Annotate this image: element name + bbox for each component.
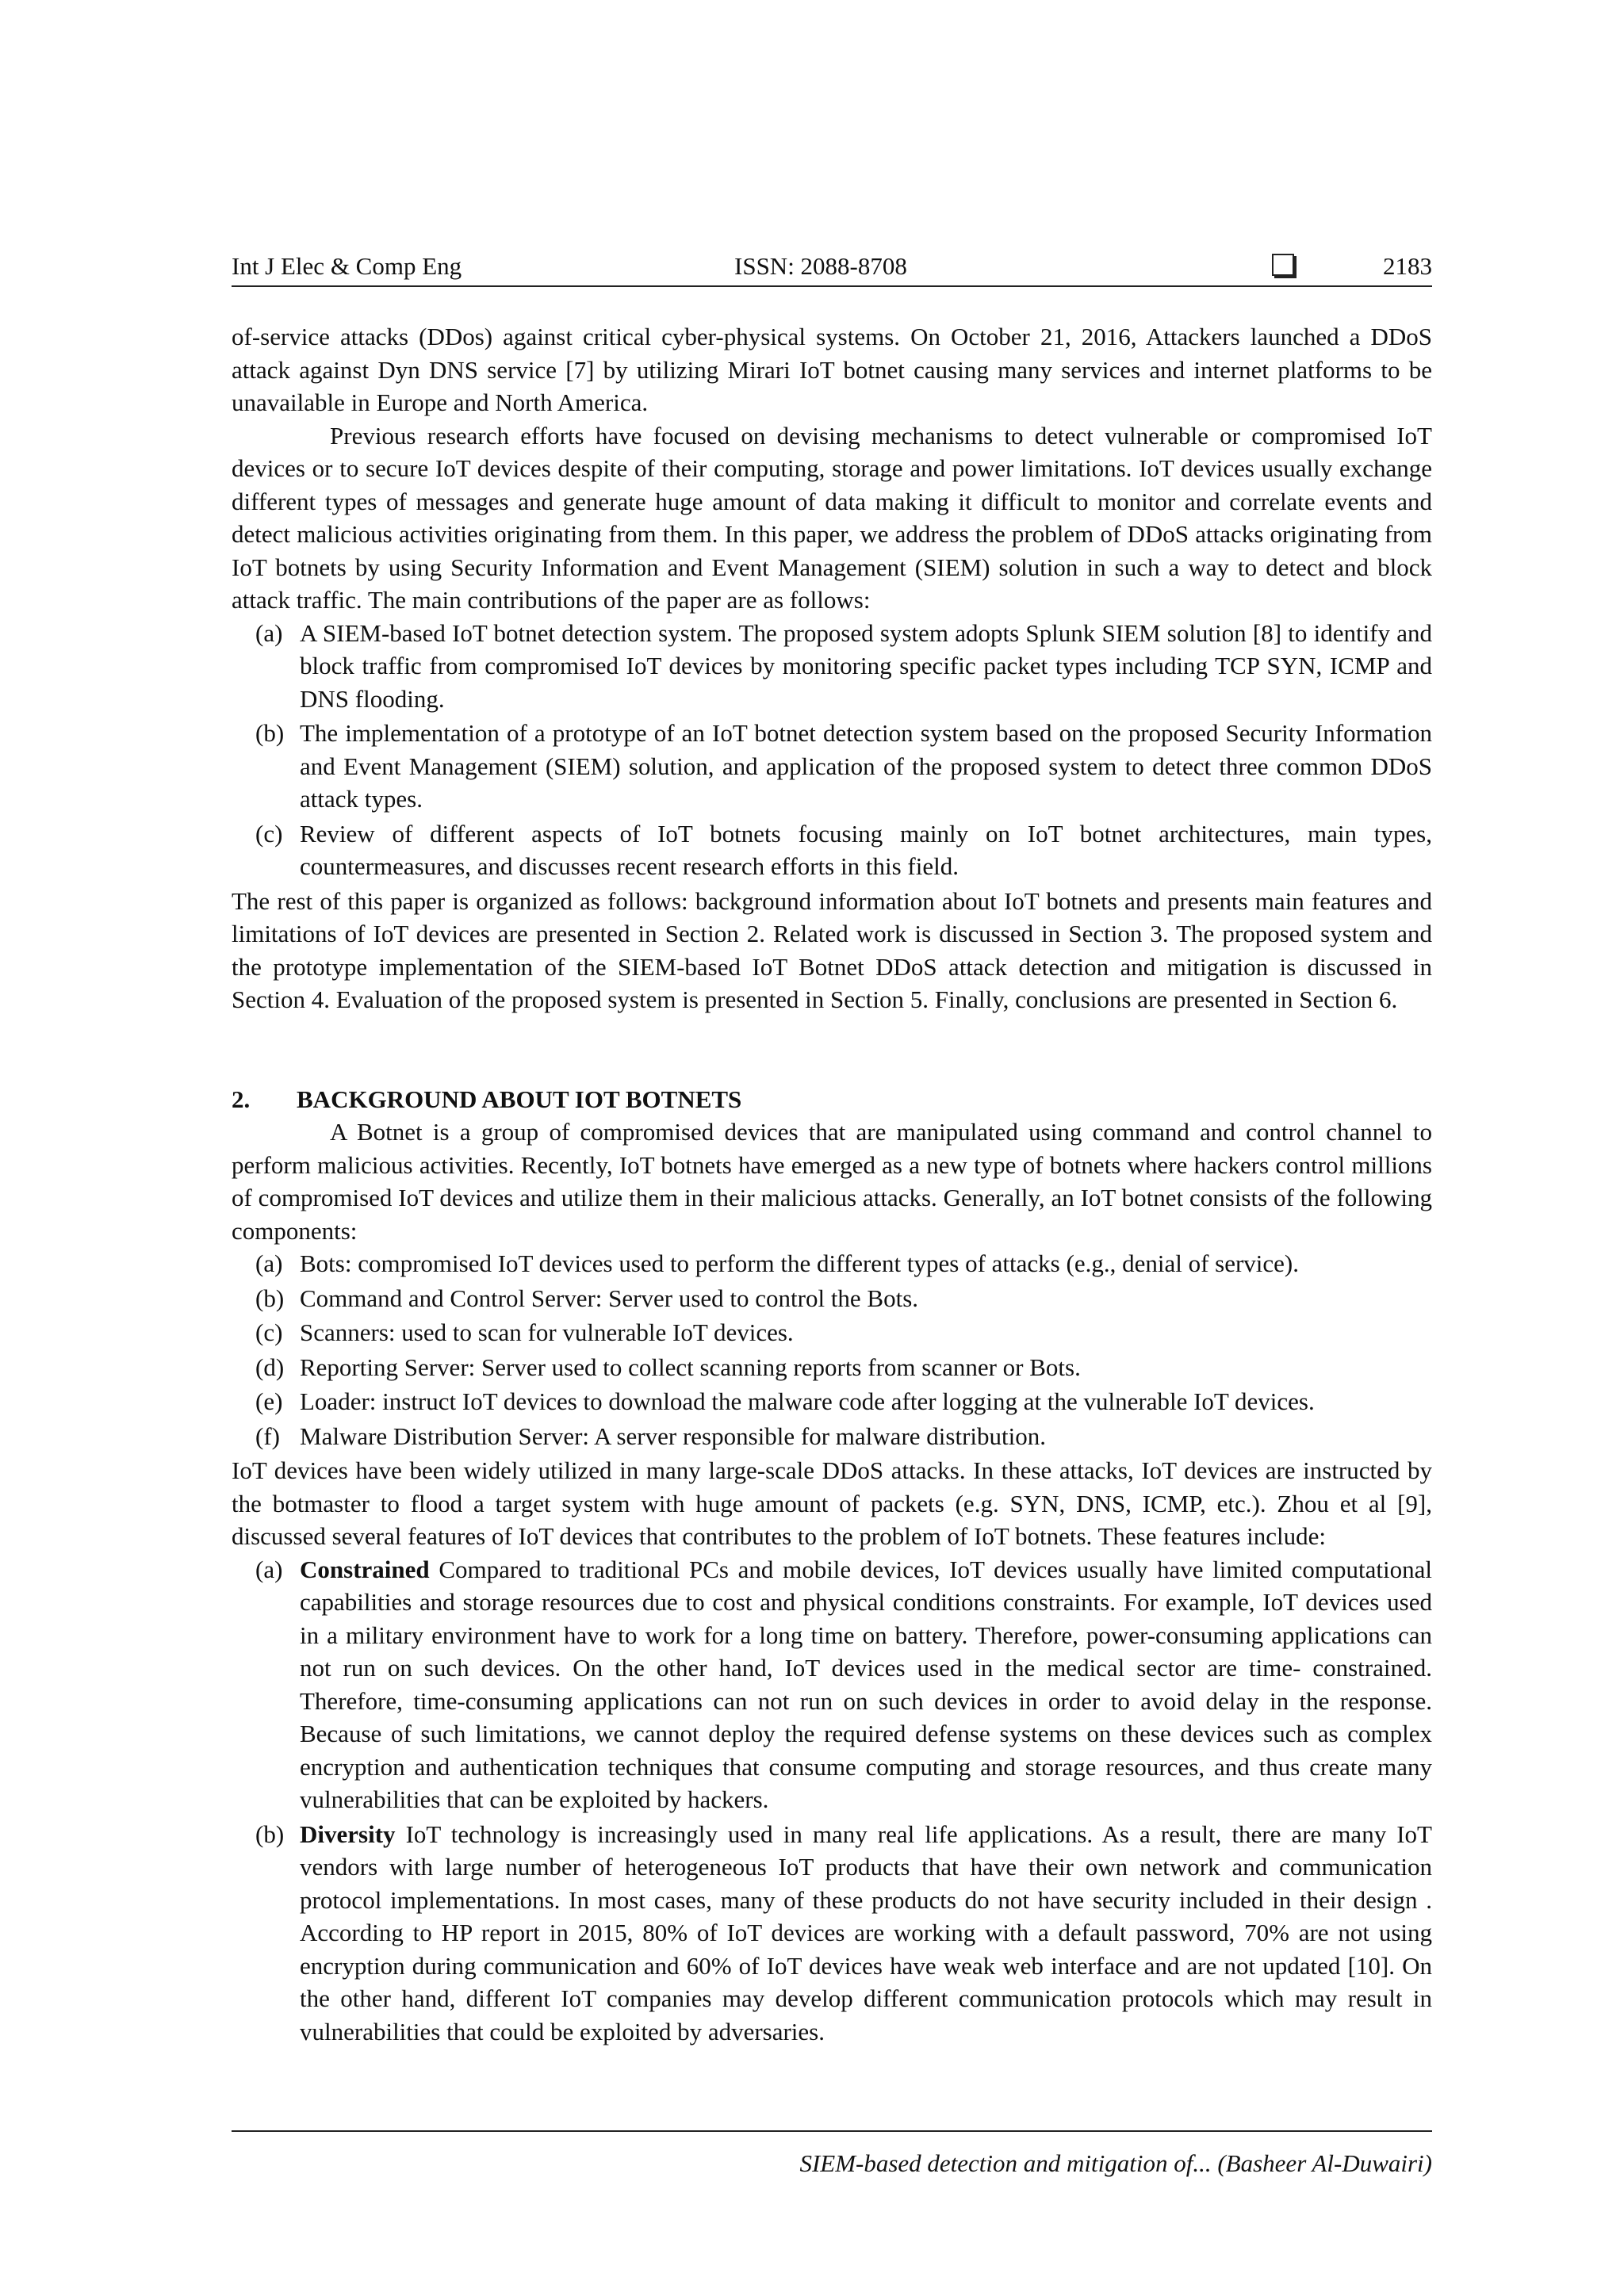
list-marker: (c) [255, 1318, 283, 1346]
list-item [232, 1316, 1432, 1349]
list-item [232, 617, 1432, 716]
list-item [232, 1553, 1432, 1816]
list-marker: (d) [255, 1353, 285, 1381]
features-list [232, 1553, 1432, 2049]
list-item-text: Bots: compromised IoT devices used to perform the different types of attacks (e.g., denial of service). [300, 1249, 1299, 1277]
section-heading [232, 1083, 1432, 1116]
page-footer [232, 2130, 1432, 2177]
paragraph: A Botnet is a group of compromised devices that are manipulated using command and control channel to perform malicious activities. Recently, IoT botnets have emerged as a new type of botnets where hackers control millions of compromised IoT devices and utilize them in their malicious attacks. Generally, an IoT botnet consists of the following components: [232, 1118, 1432, 1245]
running-title: SIEM-based detection and mitigation of... (Basheer Al-Duwairi) [799, 2149, 1432, 2177]
list-item [232, 817, 1432, 883]
list-item [232, 1385, 1432, 1418]
paper-page [232, 0, 1432, 2296]
paragraph: of-service attacks (DDos) against critical cyber-physical systems. On October 21, 2016, Attackers launched a DDoS attack against Dyn DNS service [7] by utilizing Mirari IoT botnet causing many services and internet platforms to be unavailable in Europe and North America. [232, 323, 1432, 416]
list-item-text: IoT technology is increasingly used in many real life applications. As a result, there are many IoT vendors with large number of heterogeneous IoT products that have their own network and communication protocol implementations. In most cases, many of these products do not have security included in their design . According to HP report in 2015, 80% of IoT devices are working with a default password, 70% are not using encryption during communication and 60% of IoT devices have weak web interface and are not updated [10]. On the other hand, different IoT companies may develop different communication protocols which may result in vulnerabilities that could be exploited by adversaries. [300, 1820, 1432, 2045]
page-number: 2183 [1383, 252, 1432, 280]
components-list [232, 1247, 1432, 1452]
square-icon [1272, 254, 1294, 276]
contributions-list [232, 617, 1432, 883]
journal-name: Int J Elec & Comp Eng [232, 252, 462, 280]
list-item [232, 717, 1432, 816]
paragraph: The rest of this paper is organized as follows: background information about IoT botnets and presents main features and limitations of IoT devices are presented in Section 2. Related work is discussed in Section 3. The proposed system and the prototype implementation of the SIEM-based IoT Botnet DDoS attack detection and mitigation is discussed in Section 4. Evaluation of the proposed system is presented in Section 5. Finally, conclusions are presented in Section 6. [232, 886, 1432, 1013]
list-item-text: Compared to traditional PCs and mobile devices, IoT devices usually have limited computational capabilities and storage resources due to cost and physical conditions constraints. For example, IoT devices used in a military environment have to work for a long time on battery. Therefore, power-consuming applications can not run on such devices. On the other hand, IoT devices used in the medical sector are time- constrained. Therefore, time-consuming applications can not run on such devices in order to avoid delay in the response. Because of such limitations, we cannot deploy the required defense systems on these devices such as complex encryption and authentication techniques that consume computing and storage resources, and thus create many vulnerabilities that can be exploited by hackers. [300, 1555, 1432, 1813]
list-item-text: A SIEM-based IoT botnet detection system. The proposed system adopts Splunk SIEM solution [8] to identify and block traffic from compromised IoT devices by monitoring specific packet types including TCP SYN, ICMP and DNS flooding. [300, 618, 1432, 713]
list-item [232, 1247, 1432, 1280]
list-item-text: Command and Control Server: Server used to control the Bots. [300, 1284, 919, 1312]
list-marker: (b) [255, 1820, 285, 1848]
list-marker: (b) [255, 719, 285, 747]
page-header [232, 251, 1432, 287]
list-marker: (e) [255, 1387, 283, 1415]
section-number: 2. [232, 1085, 251, 1113]
list-marker: (f) [255, 1422, 280, 1450]
list-marker: (c) [255, 819, 283, 848]
list-item-text: Scanners: used to scan for vulnerable IoT devices. [300, 1318, 794, 1346]
list-item-text: Loader: instruct IoT devices to download the malware code after logging at the vulnerable IoT devices. [300, 1387, 1315, 1415]
paragraph: Previous research efforts have focused on devising mechanisms to detect vulnerable or compromised IoT devices or to secure IoT devices despite of their computing, storage and power limitations. IoT devices usually exchange different types of messages and generate huge amount of data making it difficult to monitor and correlate events and detect malicious activities originating from them. In this paper, we address the problem of DDoS attacks originating from IoT botnets by using Security Information and Event Management (SIEM) solution in such a way to detect and block attack traffic. The main contributions of the paper are as follows: [232, 421, 1432, 614]
list-item-text: The implementation of a prototype of an IoT botnet detection system based on the proposed Security Information and Event Management (SIEM) solution, and application of the proposed system to detect three common DDoS attack types. [300, 719, 1432, 813]
list-item-text: Reporting Server: Server used to collect scanning reports from scanner or Bots. [300, 1353, 1081, 1381]
issn: ISSN: 2088-8708 [734, 252, 907, 280]
list-marker: (a) [255, 1555, 283, 1583]
list-item [232, 1351, 1432, 1384]
list-item [232, 1818, 1432, 2049]
list-marker: (b) [255, 1284, 285, 1312]
list-item-text: Malware Distribution Server: A server responsible for malware distribution. [300, 1422, 1046, 1450]
feature-term: Diversity [300, 1820, 396, 1848]
list-item [232, 1282, 1432, 1315]
list-item [232, 1420, 1432, 1453]
feature-term: Constrained [300, 1555, 430, 1583]
list-item-text: Review of different aspects of IoT botnets focusing mainly on IoT botnet architectures, main types, countermeasures, and discusses recent research efforts in this field. [300, 819, 1432, 880]
page-body [232, 320, 1432, 2049]
paragraph: IoT devices have been widely utilized in many large-scale DDoS attacks. In these attacks, IoT devices are instructed by the botmaster to flood a target system with huge amount of packets (e.g. SYN, DNS, ICMP, etc.). Zhou et al [9], discussed several features of IoT devices that contributes to the problem of IoT botnets. These features include: [232, 1456, 1432, 1550]
list-marker: (a) [255, 618, 283, 647]
section-title: BACKGROUND ABOUT IOT BOTNETS [297, 1085, 742, 1113]
list-marker: (a) [255, 1249, 283, 1277]
